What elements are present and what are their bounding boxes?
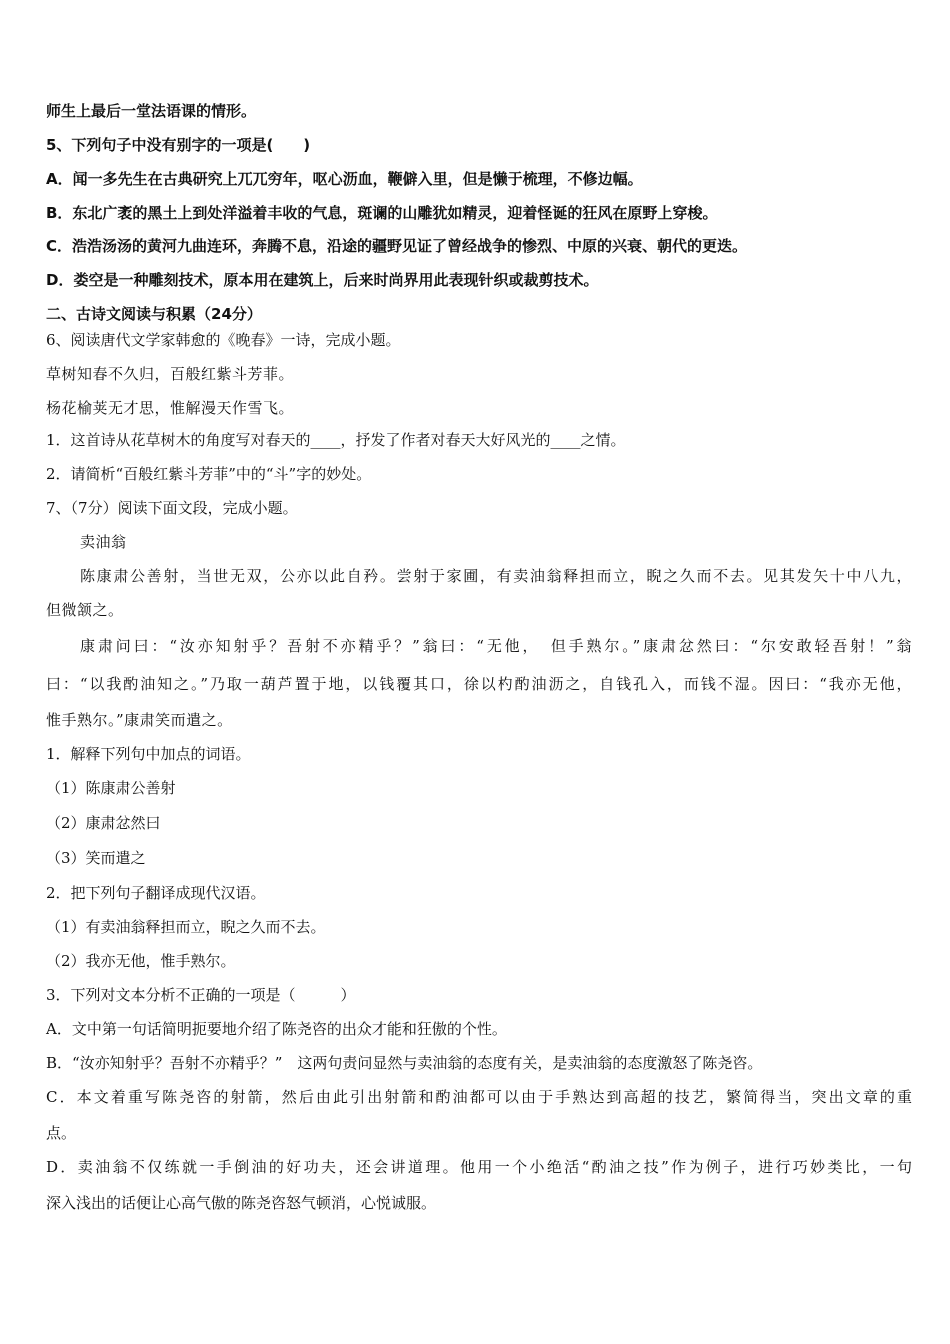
q7-option-d-line2: 深入浅出的话便让心高气傲的陈尧咨怒气顿消，心悦诚服。 (46, 1194, 437, 1212)
q7-option-d-line1: D．卖油翁不仅练就一手倒油的好功夫，还会讲道理。他用一个小绝活“酌油之技”作为例子，进行巧妙类比，一句 (46, 1158, 912, 1176)
q5-option-b: B．东北广袤的黑土上到处洋溢着丰收的气息，斑谰的山雕犹如精灵，迎着怪诞的狂风在原野上穿梭。 (46, 204, 718, 222)
q7-option-c-line1: C．本文着重写陈尧咨的射箭，然后由此引出射箭和酌油都可以由于手熟达到高超的技艺，繁简得当，突出文章的重 (46, 1088, 912, 1106)
passage-para1-line1: 陈康肃公善射，当世无双，公亦以此自矜。尝射于家圃，有卖油翁释担而立，睨之久而不去。见其发矢十中八九， (80, 567, 912, 585)
q7-sub-2-item: （1）有卖油翁释担而立，睨之久而不去。 (46, 918, 326, 936)
passage-title: 卖油翁 (80, 533, 127, 551)
section-2-heading: 二、古诗文阅读与积累（24分） (46, 305, 262, 323)
poem-line-1: 草树知春不久归，百般红紫斗芳菲。 (46, 365, 295, 383)
q6-stem: 6、阅读唐代文学家韩愈的《晚春》一诗，完成小题。 (46, 331, 401, 349)
poem-line-2: 杨花榆荚无才思，惟解漫天作雪飞。 (46, 399, 295, 417)
q7-stem: 7、（7分）阅读下面文段，完成小题。 (46, 499, 298, 517)
q7-sub-2-item: （2）我亦无他，惟手熟尔。 (46, 952, 236, 970)
passage-para2-line2: 曰：“以我酌油知之。”乃取一葫芦置于地，以钱覆其口，徐以杓酌油沥之，自钱孔入，而钱不湿。因曰：“我亦无他， (46, 675, 912, 693)
q5-stem: 5、下列句子中没有别字的一项是( ) (46, 136, 311, 154)
q5-option-a: A．闻一多先生在古典研究上兀兀穷年，呕心沥血，鞭僻入里，但是懒于梳理，不修边幅。 (46, 170, 643, 188)
q6-sub-2: 2．请简析“百般红紫斗芳菲”中的“斗”字的妙处。 (46, 465, 372, 483)
q4-tail: 师生上最后一堂法语课的情形。 (46, 102, 257, 120)
q5-option-c: C．浩浩汤汤的黄河九曲连环，奔腾不息，沿途的疆野见证了曾经战争的惨烈、中原的兴衰、朝代的更迭。 (46, 237, 748, 255)
q7-option-c-line2: 点。 (46, 1124, 77, 1142)
q7-sub-1-stem: 1．解释下列句中加点的词语。 (46, 745, 251, 763)
q7-sub-1-item: （3）笑而遣之 (46, 849, 146, 867)
passage-para1-line2: 但微颔之。 (46, 601, 124, 619)
q5-option-d: D．娄空是一种雕刻技术，原本用在建筑上，后来时尚界用此表现针织或裁剪技术。 (46, 271, 599, 289)
q7-option-b: B．“汝亦知射乎？吾射不亦精乎？” 这两句责问显然与卖油翁的态度有关，是卖油翁的态度激怒了陈尧咨。 (46, 1054, 763, 1072)
passage-para2-line3: 惟手熟尔。”康肃笑而遣之。 (46, 711, 233, 729)
q7-sub-2-stem: 2．把下列句子翻译成现代汉语。 (46, 884, 266, 902)
q7-option-a: A．文中第一句话简明扼要地介绍了陈尧咨的出众才能和狂傲的个性。 (46, 1020, 507, 1038)
passage-para2-line1: 康肃问曰：“汝亦知射乎？吾射不亦精乎？”翁曰：“无他， 但手熟尔。”康肃忿然曰：“尔安敢轻吾射！”翁 (80, 637, 912, 655)
q7-sub-1-item: （1）陈康肃公善射 (46, 779, 176, 797)
q7-sub-3-stem: 3．下列对文本分析不正确的一项是（ ） (46, 986, 356, 1004)
q6-sub-1: 1．这首诗从花草树木的角度写对春天的____，抒发了作者对春天大好风光的____之情。 (46, 431, 626, 449)
q7-sub-1-item: （2）康肃忿然曰 (46, 814, 161, 832)
